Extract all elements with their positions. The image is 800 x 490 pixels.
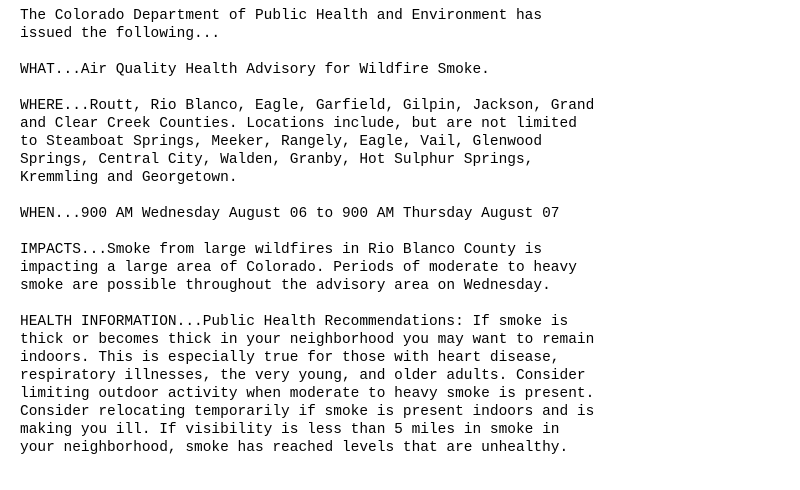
health-line: respiratory illnesses, the very young, and older adults. Consider — [20, 368, 586, 384]
impacts-line: smoke are possible throughout the advisory area on Wednesday. — [20, 278, 551, 294]
blank-line — [20, 187, 594, 205]
health-line: limiting outdoor activity when moderate to heavy smoke is present. — [20, 386, 595, 402]
intro-line: The Colorado Department of Public Health and Environment has — [20, 8, 543, 24]
health-line: thick or becomes thick in your neighborhood you may want to remain — [20, 332, 595, 348]
blank-line — [20, 223, 594, 241]
health-line: HEALTH INFORMATION...Public Health Recommendations: If smoke is — [20, 314, 569, 330]
where-paragraph — [20, 97, 594, 187]
where-line: to Steamboat Springs, Meeker, Rangely, Eagle, Vail, Glenwood — [20, 134, 543, 150]
advisory-text — [20, 7, 594, 457]
blank-line — [20, 43, 594, 61]
impacts-paragraph — [20, 241, 594, 295]
impacts-line: IMPACTS...Smoke from large wildfires in Rio Blanco County is — [20, 242, 543, 258]
where-line: WHERE...Routt, Rio Blanco, Eagle, Garfield, Gilpin, Jackson, Grand — [20, 98, 595, 114]
what-paragraph — [20, 61, 594, 79]
health-line: Consider relocating temporarily if smoke is present indoors and is — [20, 404, 595, 420]
health-line: your neighborhood, smoke has reached levels that are unhealthy. — [20, 440, 569, 456]
where-line: Kremmling and Georgetown. — [20, 170, 238, 186]
health-line: indoors. This is especially true for those with heart disease, — [20, 350, 560, 366]
health-line: making you ill. If visibility is less than 5 miles in smoke in — [20, 422, 560, 438]
when-paragraph — [20, 205, 594, 223]
health-information-paragraph — [20, 313, 594, 457]
what-line: WHAT...Air Quality Health Advisory for Wildfire Smoke. — [20, 62, 490, 78]
intro-line: issued the following... — [20, 26, 221, 42]
intro-paragraph — [20, 7, 594, 43]
where-line: Springs, Central City, Walden, Granby, Hot Sulphur Springs, — [20, 152, 534, 168]
impacts-line: impacting a large area of Colorado. Periods of moderate to heavy — [20, 260, 577, 276]
blank-line — [20, 79, 594, 97]
when-line: WHEN...900 AM Wednesday August 06 to 900 AM Thursday August 07 — [20, 206, 560, 222]
blank-line — [20, 295, 594, 313]
where-line: and Clear Creek Counties. Locations include, but are not limited — [20, 116, 577, 132]
